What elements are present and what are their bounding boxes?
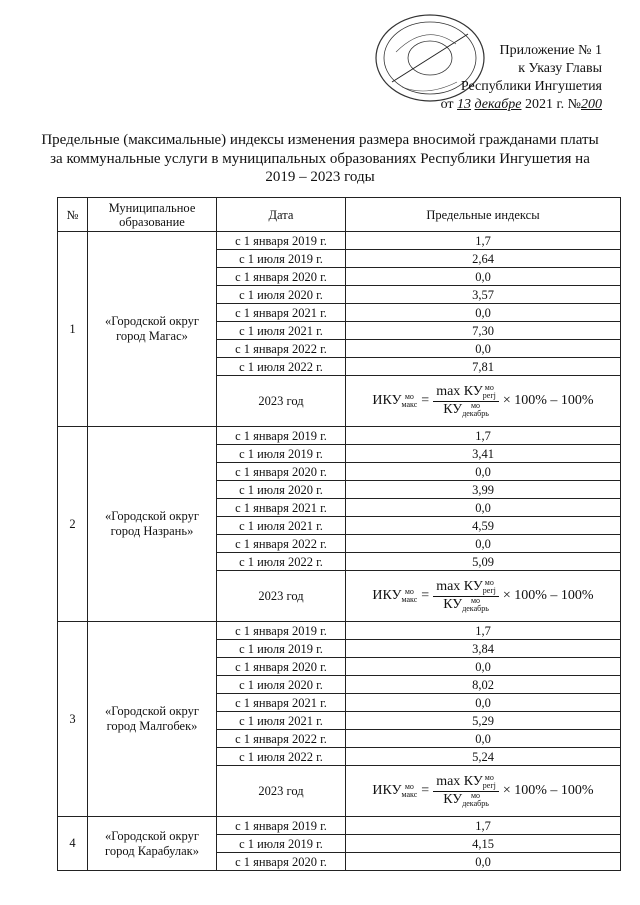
municipality-name: «Городской округ город Назрань»	[88, 427, 217, 622]
appendix-line-3: Республики Ингушетия	[460, 79, 602, 94]
date-cell: с 1 июля 2021 г.	[217, 517, 346, 535]
index-value-cell: 0,0	[346, 658, 621, 676]
table-body	[58, 232, 621, 871]
index-formula: ИКУ мо макс = max КУ мо регj КУ мо декабрь × 100% – 100%	[372, 773, 594, 808]
date-cell: с 1 января 2022 г.	[217, 535, 346, 553]
date-cell: с 1 июля 2021 г.	[217, 322, 346, 340]
index-value-cell: 0,0	[346, 268, 621, 286]
index-value-cell: 3,41	[346, 445, 621, 463]
appendix-date-line: от 13 декабре 2021 г. №200	[440, 97, 602, 112]
index-value-cell: 5,29	[346, 712, 621, 730]
date-cell: с 1 июля 2022 г.	[217, 358, 346, 376]
row-number: 3	[58, 622, 88, 817]
table-row	[58, 817, 621, 835]
index-value-cell: 0,0	[346, 853, 621, 871]
date-cell: с 1 января 2021 г.	[217, 304, 346, 322]
index-value-cell: 1,7	[346, 817, 621, 835]
index-value-cell: 3,84	[346, 640, 621, 658]
index-value-cell: 1,7	[346, 622, 621, 640]
date-cell: с 1 июля 2020 г.	[217, 481, 346, 499]
date-cell: с 1 января 2020 г.	[217, 463, 346, 481]
index-value-cell: 0,0	[346, 730, 621, 748]
date-cell: с 1 июля 2019 г.	[217, 640, 346, 658]
date-cell: с 1 января 2019 г.	[217, 232, 346, 250]
index-value-cell: 5,24	[346, 748, 621, 766]
date-cell: с 1 июля 2021 г.	[217, 712, 346, 730]
date-cell: с 1 января 2020 г.	[217, 268, 346, 286]
municipality-name: «Городской округ город Малгобек»	[88, 622, 217, 817]
formula-fraction: max КУ мо регj КУ мо декабрь	[433, 579, 499, 612]
row-number: 1	[58, 232, 88, 427]
index-value-cell: 0,0	[346, 535, 621, 553]
header-date: Дата	[217, 198, 346, 232]
date-cell: с 1 января 2022 г.	[217, 730, 346, 748]
indices-table	[57, 197, 621, 871]
formula-cell	[346, 376, 621, 427]
index-value-cell: 5,09	[346, 553, 621, 571]
index-value-cell: 0,0	[346, 340, 621, 358]
index-value-cell: 8,02	[346, 676, 621, 694]
year-cell: 2023 год	[217, 376, 346, 427]
year-cell: 2023 год	[217, 571, 346, 622]
formula-fraction: max КУ мо регj КУ мо декабрь	[433, 774, 499, 807]
date-cell: с 1 июля 2020 г.	[217, 676, 346, 694]
index-value-cell: 4,15	[346, 835, 621, 853]
formula-fraction: max КУ мо регj КУ мо декабрь	[433, 384, 499, 417]
index-value-cell: 7,81	[346, 358, 621, 376]
formula-cell	[346, 766, 621, 817]
date-cell: с 1 июля 2022 г.	[217, 553, 346, 571]
index-value-cell: 1,7	[346, 232, 621, 250]
header-municipality: Муниципальное образование	[88, 198, 217, 232]
decree-day: 13	[457, 97, 472, 112]
index-value-cell: 3,57	[346, 286, 621, 304]
formula-cell	[346, 571, 621, 622]
date-cell: с 1 июля 2019 г.	[217, 445, 346, 463]
appendix-line-1: Приложение № 1	[499, 43, 602, 58]
date-cell: с 1 июля 2019 г.	[217, 835, 346, 853]
date-cell: с 1 января 2019 г.	[217, 622, 346, 640]
date-cell: с 1 июля 2019 г.	[217, 250, 346, 268]
decree-number: 200	[581, 97, 602, 112]
municipality-name: «Городской округ город Магас»	[88, 232, 217, 427]
index-value-cell: 0,0	[346, 499, 621, 517]
row-number: 2	[58, 427, 88, 622]
table-row	[58, 622, 621, 640]
index-value-cell: 0,0	[346, 463, 621, 481]
table-row	[58, 427, 621, 445]
document-title: Предельные (максимальные) индексы изменения размера вносимой гражданами платы за коммунальные услуги в муниципальных образованиях Республики Ингушетия на 2019 – 2023 годы	[41, 132, 599, 185]
date-cell: с 1 января 2022 г.	[217, 340, 346, 358]
table-row	[58, 232, 621, 250]
decree-month: декабре	[474, 97, 522, 112]
appendix-header	[441, 42, 602, 114]
date-cell: с 1 января 2019 г.	[217, 817, 346, 835]
index-value-cell: 2,64	[346, 250, 621, 268]
index-value-cell: 0,0	[346, 694, 621, 712]
year-cell: 2023 год	[217, 766, 346, 817]
index-formula: ИКУ мо макс = max КУ мо регj КУ мо декабрь × 100% – 100%	[372, 578, 594, 613]
row-number: 4	[58, 817, 88, 871]
date-cell: с 1 июля 2020 г.	[217, 286, 346, 304]
index-value-cell: 0,0	[346, 304, 621, 322]
date-cell: с 1 января 2020 г.	[217, 853, 346, 871]
date-cell: с 1 июля 2022 г.	[217, 748, 346, 766]
header-indices: Предельные индексы	[346, 198, 621, 232]
index-value-cell: 3,99	[346, 481, 621, 499]
municipality-name: «Городской округ город Карабулак»	[88, 817, 217, 871]
table-header-row	[58, 198, 621, 232]
index-value-cell: 4,59	[346, 517, 621, 535]
index-value-cell: 1,7	[346, 427, 621, 445]
appendix-line-2: к Указу Главы	[518, 61, 602, 76]
date-cell: с 1 января 2021 г.	[217, 499, 346, 517]
header-num: №	[58, 198, 88, 232]
date-cell: с 1 января 2021 г.	[217, 694, 346, 712]
date-cell: с 1 января 2019 г.	[217, 427, 346, 445]
index-formula: ИКУ мо макс = max КУ мо регj КУ мо декабрь × 100% – 100%	[372, 383, 594, 418]
date-cell: с 1 января 2020 г.	[217, 658, 346, 676]
index-value-cell: 7,30	[346, 322, 621, 340]
